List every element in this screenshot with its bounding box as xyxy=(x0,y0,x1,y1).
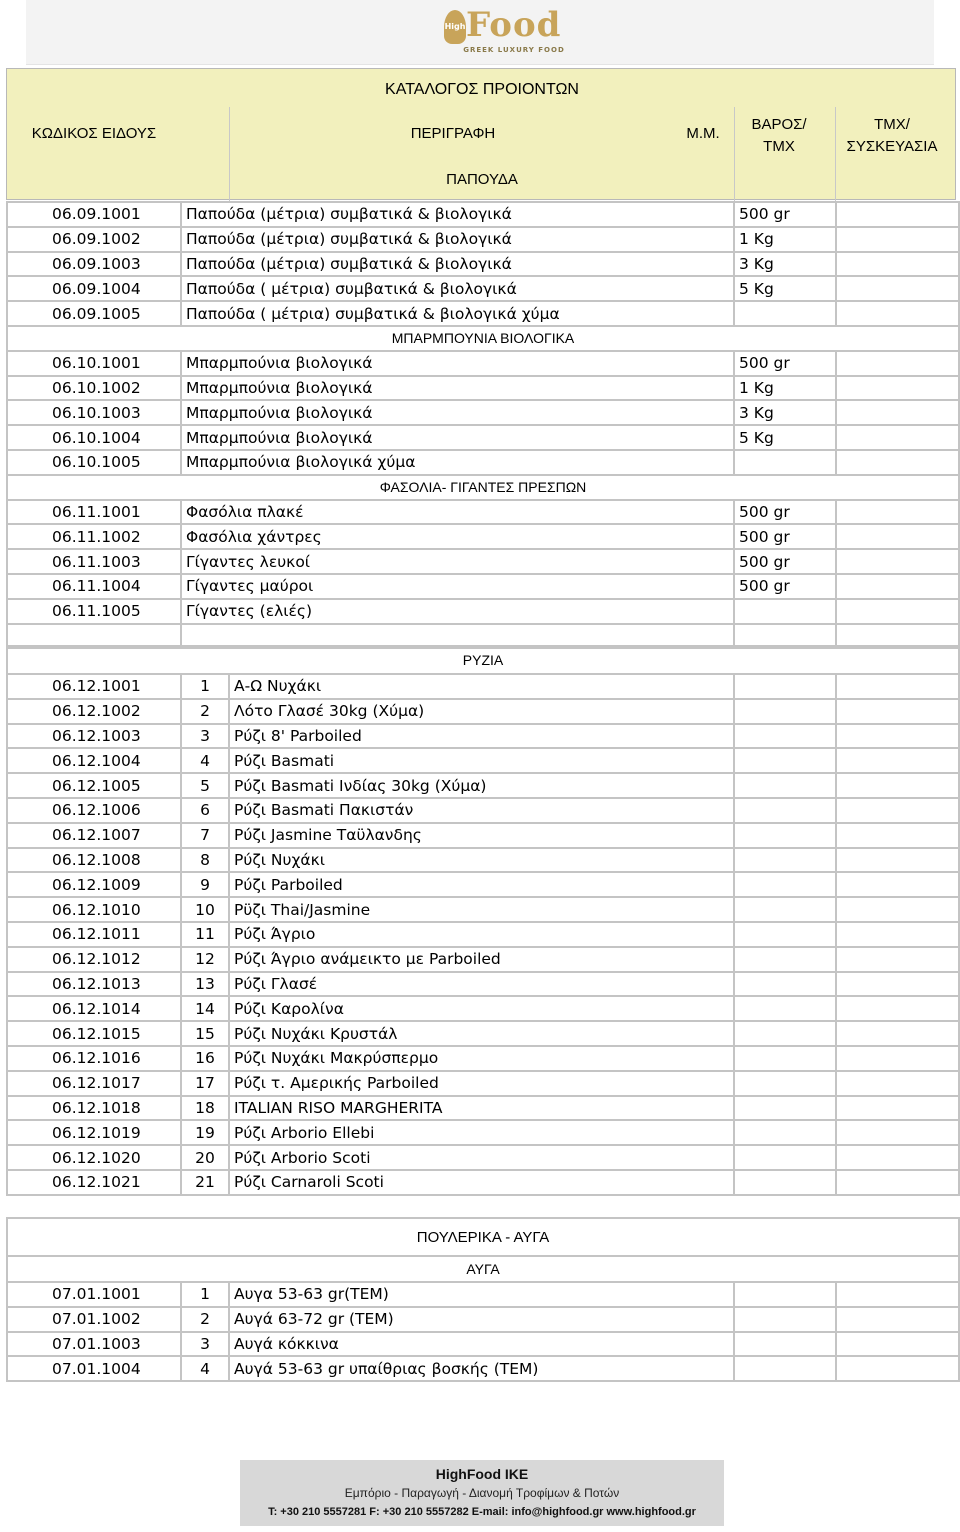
item-code: 07.01.1002 xyxy=(7,1307,181,1332)
item-number: 19 xyxy=(181,1120,229,1145)
item-code: 06.10.1004 xyxy=(7,425,181,450)
item-desc: Ρύζι 8' Parboiled xyxy=(229,724,734,749)
item-code: 06.12.1008 xyxy=(7,848,181,873)
item-desc: Φασόλια χάντρες xyxy=(181,524,734,549)
item-number: 17 xyxy=(181,1071,229,1096)
item-weight: 500 gr xyxy=(734,202,836,227)
item-desc: Παπούδα ( μέτρια) συμβατικά & βιολογικά χύμα xyxy=(181,301,734,326)
item-code: 06.12.1003 xyxy=(7,724,181,749)
table-row xyxy=(7,574,959,599)
col-header-code: ΚΩΔΙΚΟΣ ΕΙΔΟΥΣ xyxy=(31,125,157,142)
item-desc: Ρύζι Άγριο ανάμεικτο με Parboiled xyxy=(229,947,734,972)
item-desc: ITALIAN RISO MARGHERITA xyxy=(229,1096,734,1121)
item-number: 21 xyxy=(181,1170,229,1195)
item-code: 06.12.1020 xyxy=(7,1145,181,1170)
item-code: 06.10.1002 xyxy=(7,376,181,401)
table-row xyxy=(7,524,959,549)
table-row xyxy=(7,1096,959,1121)
highfood-logo xyxy=(444,5,584,56)
item-desc: Ρύζι Jasmine Ταϋλανδης xyxy=(229,823,734,848)
item-code: 06.12.1007 xyxy=(7,823,181,848)
item-code: 06.09.1003 xyxy=(7,252,181,277)
item-number: 11 xyxy=(181,922,229,947)
item-desc: Ρύζι Άγριο xyxy=(229,922,734,947)
item-desc: Ρύζι Basmati Ινδίας 30kg (Χύμα) xyxy=(229,773,734,798)
footer-brand: HighFood IKE xyxy=(435,1466,529,1482)
section-subtitle-avga: ΑΥΓΑ xyxy=(7,1256,959,1282)
item-desc: Παπούδα (μέτρια) συμβατικά & βιολογικά xyxy=(181,252,734,277)
item-code: 06.11.1002 xyxy=(7,524,181,549)
table-row xyxy=(7,351,959,376)
item-number: 20 xyxy=(181,1145,229,1170)
item-code: 06.11.1004 xyxy=(7,574,181,599)
item-code: 06.12.1010 xyxy=(7,897,181,922)
item-code: 06.12.1017 xyxy=(7,1071,181,1096)
table-row xyxy=(7,848,959,873)
item-desc: Ρύζι Καρολίνα xyxy=(229,996,734,1021)
item-number: 9 xyxy=(181,872,229,897)
table-row xyxy=(7,1071,959,1096)
col-header-pack: ΤΜΧ/ ΣΥΣΚΕΥΑΣΙΑ xyxy=(846,116,938,155)
item-number: 14 xyxy=(181,996,229,1021)
item-desc: Αυγά 53-63 gr υπαίθριας βοσκής (ΤΕΜ) xyxy=(229,1356,734,1381)
item-desc: Ρύζι Νυχάκι Μακρύσπερμο xyxy=(229,1046,734,1071)
item-code: 06.11.1005 xyxy=(7,599,181,624)
section-header-row xyxy=(7,1218,959,1256)
section-title-ryzia: ΡΥΖΙΑ xyxy=(7,646,959,674)
item-code: 06.10.1003 xyxy=(7,400,181,425)
table-row xyxy=(7,947,959,972)
section-title-barbounia: ΜΠΑΡΜΠΟΥΝΙΑ ΒΙΟΛΟΓΙΚΑ xyxy=(7,326,959,351)
item-weight: 5 Kg xyxy=(734,276,836,301)
table-row xyxy=(7,1356,959,1381)
item-weight xyxy=(734,301,836,326)
col-header-weight: ΒΑΡΟΣ/ ΤΜΧ xyxy=(751,116,807,155)
table-row xyxy=(7,798,959,823)
catalog-table-eggs xyxy=(6,1217,960,1382)
table-row xyxy=(7,1307,959,1332)
table-row xyxy=(7,773,959,798)
item-number: 16 xyxy=(181,1046,229,1071)
item-desc: Ρύζι τ. Αμερικής Parboiled xyxy=(229,1071,734,1096)
footer-contact: T: +30 210 5557281 F: +30 210 5557282 E-mail: info@highfood.gr www.highfood.gr xyxy=(268,1506,696,1518)
item-code: 06.09.1001 xyxy=(7,202,181,227)
item-desc: Γίγαντες λευκοί xyxy=(181,549,734,574)
item-code: 06.12.1012 xyxy=(7,947,181,972)
item-desc: Γίγαντες (ελιές) xyxy=(181,599,734,624)
item-desc: Αυγά κόκκινα xyxy=(229,1332,734,1357)
item-desc: Ρύζι Νυχάκι xyxy=(229,848,734,873)
item-number: 18 xyxy=(181,1096,229,1121)
item-desc: Ρύζι Arborio Scoti xyxy=(229,1145,734,1170)
table-row xyxy=(7,450,959,475)
item-desc: Ρύζι Arborio Ellebi xyxy=(229,1120,734,1145)
item-weight: 500 gr xyxy=(734,549,836,574)
item-code: 06.12.1009 xyxy=(7,872,181,897)
item-desc: Γίγαντες μαύροι xyxy=(181,574,734,599)
table-row xyxy=(7,872,959,897)
item-code: 06.12.1019 xyxy=(7,1120,181,1145)
table-row xyxy=(7,1021,959,1046)
item-code: 06.09.1004 xyxy=(7,276,181,301)
item-code: 07.01.1003 xyxy=(7,1332,181,1357)
item-number: 10 xyxy=(181,897,229,922)
item-number: 3 xyxy=(181,724,229,749)
item-code: 07.01.1004 xyxy=(7,1356,181,1381)
table-row xyxy=(7,1170,959,1195)
item-code: 06.12.1002 xyxy=(7,699,181,724)
item-desc: Ρύζι Γλασέ xyxy=(229,972,734,997)
catalog-header xyxy=(6,68,956,200)
table-row xyxy=(7,699,959,724)
item-number: 12 xyxy=(181,947,229,972)
section-header-row xyxy=(7,475,959,500)
table-row xyxy=(7,922,959,947)
table-row xyxy=(7,674,959,699)
item-desc: Ρύζι Parboiled xyxy=(229,872,734,897)
item-number: 1 xyxy=(181,1282,229,1307)
item-desc: Μπαρμπούνια βιολογικά xyxy=(181,425,734,450)
item-desc: Μπαρμπούνια βιολογικά χύμα xyxy=(181,450,734,475)
table-row xyxy=(7,724,959,749)
item-desc: Φασόλια πλακέ xyxy=(181,500,734,525)
table-row xyxy=(7,996,959,1021)
item-desc: Παπούδα (μέτρια) συμβατικά & βιολογικά xyxy=(181,202,734,227)
logo-word: Food xyxy=(466,5,562,45)
table-row xyxy=(7,500,959,525)
logo-subtitle: GREEK LUXURY FOOD xyxy=(463,46,565,54)
item-number: 8 xyxy=(181,848,229,873)
table-row xyxy=(7,376,959,401)
section-header-row xyxy=(7,1256,959,1282)
table-row xyxy=(7,227,959,252)
item-code: 06.12.1015 xyxy=(7,1021,181,1046)
item-weight: 1 Kg xyxy=(734,376,836,401)
item-code: 06.12.1013 xyxy=(7,972,181,997)
item-weight: 3 Kg xyxy=(734,252,836,277)
table-row xyxy=(7,301,959,326)
item-weight xyxy=(734,450,836,475)
company-footer xyxy=(240,1460,724,1526)
item-desc: Μπαρμπούνια βιολογικά xyxy=(181,351,734,376)
item-desc: Ρύζι Carnaroli Scoti xyxy=(229,1170,734,1195)
item-code: 06.12.1014 xyxy=(7,996,181,1021)
item-code: 06.12.1016 xyxy=(7,1046,181,1071)
catalog-title: ΚΑΤΑΛΟΓΟΣ ΠΡΟΙΟΝΤΩΝ xyxy=(385,81,579,98)
section-title-poulerika: ΠΟΥΛΕΡΙΚΑ - ΑΥΓΑ xyxy=(7,1218,959,1256)
item-number: 6 xyxy=(181,798,229,823)
item-code: 06.12.1006 xyxy=(7,798,181,823)
item-number: 13 xyxy=(181,972,229,997)
item-number: 4 xyxy=(181,1356,229,1381)
section-header-row xyxy=(7,326,959,351)
table-row xyxy=(7,549,959,574)
item-number: 2 xyxy=(181,1307,229,1332)
item-weight: 1 Kg xyxy=(734,227,836,252)
item-weight: 5 Kg xyxy=(734,425,836,450)
item-code: 06.10.1005 xyxy=(7,450,181,475)
item-code: 06.09.1005 xyxy=(7,301,181,326)
table-row xyxy=(7,1332,959,1357)
item-code: 06.12.1001 xyxy=(7,674,181,699)
table-row xyxy=(7,748,959,773)
col-header-unit: Μ.Μ. xyxy=(686,125,720,142)
col-header-desc: ΠΕΡΙΓΡΑΦΗ xyxy=(410,125,496,142)
section-title-fasolia: ΦΑΣΟΛΙΑ- ΓΙΓΑΝΤΕΣ ΠΡΕΣΠΩΝ xyxy=(7,475,959,500)
item-desc: Παπούδα ( μέτρια) συμβατικά & βιολογικά xyxy=(181,276,734,301)
item-code: 06.12.1004 xyxy=(7,748,181,773)
table-row xyxy=(7,276,959,301)
section-header-row xyxy=(7,646,959,674)
table-row xyxy=(7,202,959,227)
table-row xyxy=(7,252,959,277)
item-weight: 3 Kg xyxy=(734,400,836,425)
item-desc: Λότο Γλασέ 30kg (Χύμα) xyxy=(229,699,734,724)
item-weight xyxy=(734,599,836,624)
table-row xyxy=(7,400,959,425)
table-row xyxy=(7,897,959,922)
item-code: 06.12.1011 xyxy=(7,922,181,947)
item-weight: 500 gr xyxy=(734,500,836,525)
item-weight: 500 gr xyxy=(734,351,836,376)
item-desc: Ρύζι Basmati xyxy=(229,748,734,773)
table-row xyxy=(7,1046,959,1071)
item-code: 06.11.1001 xyxy=(7,500,181,525)
item-code: 06.10.1001 xyxy=(7,351,181,376)
item-number: 3 xyxy=(181,1332,229,1357)
item-code: 06.11.1003 xyxy=(7,549,181,574)
item-weight: 500 gr xyxy=(734,524,836,549)
table-row xyxy=(7,1282,959,1307)
item-code: 06.09.1002 xyxy=(7,227,181,252)
item-code: 06.12.1005 xyxy=(7,773,181,798)
item-desc: Αυγα 53-63 gr(ΤΕΜ) xyxy=(229,1282,734,1307)
item-weight: 500 gr xyxy=(734,574,836,599)
item-number: 15 xyxy=(181,1021,229,1046)
table-row xyxy=(7,823,959,848)
table-row xyxy=(7,425,959,450)
logo-mark: High xyxy=(444,10,466,44)
item-desc: Ρύζι Basmati Πακιστάν xyxy=(229,798,734,823)
item-desc: Αυγά 63-72 gr (ΤΕΜ) xyxy=(229,1307,734,1332)
item-desc: Παπούδα (μέτρια) συμβατικά & βιολογικά xyxy=(181,227,734,252)
top-banner xyxy=(26,0,934,65)
catalog-table-rice xyxy=(6,645,960,1196)
item-code: 06.12.1021 xyxy=(7,1170,181,1195)
item-desc: Μπαρμπούνια βιολογικά xyxy=(181,400,734,425)
item-number: 5 xyxy=(181,773,229,798)
footer-tagline: Εμπόριο - Παραγωγή - Διανομή Τροφίμων & Ποτών xyxy=(344,1486,620,1500)
table-row xyxy=(7,972,959,997)
item-desc: Ρϋζι Thai/Jasmine xyxy=(229,897,734,922)
catalog-table-legumes xyxy=(6,201,960,649)
table-row xyxy=(7,1145,959,1170)
item-number: 4 xyxy=(181,748,229,773)
item-desc: Α-Ω Νυχάκι xyxy=(229,674,734,699)
item-desc: Μπαρμπούνια βιολογικά xyxy=(181,376,734,401)
section-title-papouda: ΠΑΠΟΥΔΑ xyxy=(446,171,518,188)
table-row xyxy=(7,599,959,624)
item-number: 1 xyxy=(181,674,229,699)
item-code: 07.01.1001 xyxy=(7,1282,181,1307)
table-row xyxy=(7,1120,959,1145)
item-desc: Ρύζι Νυχάκι Κρυστάλ xyxy=(229,1021,734,1046)
item-code: 06.12.1018 xyxy=(7,1096,181,1121)
item-number: 7 xyxy=(181,823,229,848)
item-number: 2 xyxy=(181,699,229,724)
